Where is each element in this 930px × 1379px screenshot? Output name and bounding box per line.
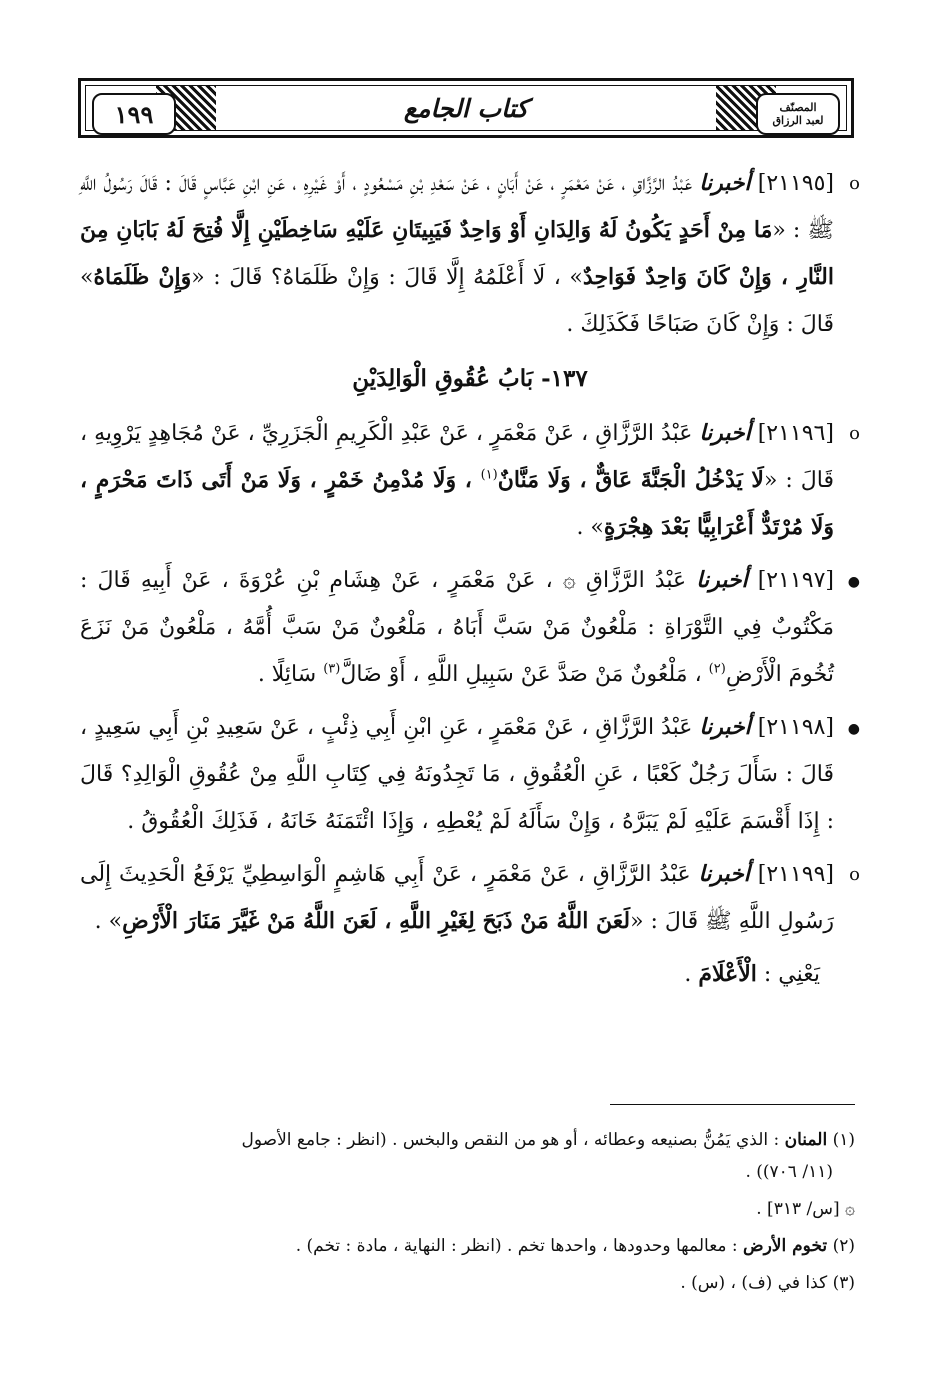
- akhbarana-word: أخبرنا: [698, 861, 750, 887]
- hadith-entry-21196: [80, 410, 860, 551]
- footnote-term: المنان: [784, 1130, 828, 1150]
- narration-end: » قَالَ : وَإِنْ كَانَ صَبَاحًا فَكَذَلِكَ .: [80, 265, 834, 337]
- page-header: [78, 78, 854, 138]
- isnad-text: عَبْدُ الرَّزَّاقِ ، عَنْ مَعْمَرٍ ، عَنْ أَبَانٍ ، عَنْ سَعْدِ بْنِ مَسْعُودٍ ، أَوْ غَيْرِهِ ، عَنِ ابْنِ عَبَّاسٍ قَالَ : قَالَ رَسُولُ اللَّهِ ﷺ : «: [80, 171, 834, 243]
- footnote-ref-3[interactable]: (٣): [323, 661, 341, 677]
- narration-end: سَائِلًا .: [257, 662, 324, 687]
- explanation-suffix: .: [684, 962, 699, 987]
- hadith-text: لَعَنَ اللَّهُ مَنْ ذَبَحَ لِغَيْرِ اللَّهِ ، لَعَنَ اللَّهُ مَنْ غَيَّرَ مَنَارَ الْأَرْضِ: [122, 908, 631, 934]
- entry-number: [٢١١٩٦]: [757, 421, 834, 446]
- entry-number: [٢١١٩٩]: [757, 862, 835, 887]
- main-text: [80, 160, 860, 998]
- explanation-prefix: يَعْنِي :: [756, 962, 820, 987]
- isnad-text: عَبْدُ الرَّزَّاقِ ، عَنْ مَعْمَرٍ ، عَنْ عَبْدِ الْكَرِيمِ الْجَزَرِيِّ ، عَنْ مُجَاهِدٍ يَرْوِيهِ ، قَالَ : «: [80, 421, 835, 493]
- entry-number: [٢١١٩٥]: [757, 171, 834, 196]
- narration-text: عَبْدُ الرَّزَّاقِ ، عَنْ مَعْمَرٍ ، عَنِ ابْنِ أَبِي ذِئْبٍ ، عَنْ سَعِيدِ بْنِ أَبِي سَعِيدٍ ، قَالَ : سَأَلَ رَجُلٌ كَعْبًا ، عَنِ الْعُقُوقِ ، مَا تَجِدُونَهُ فِي كِتَابِ اللَّهِ مِنْ عُقُوقِ الْوَالِدِ؟ قَالَ : إِذَا أَقْسَمَ عَلَيْهِ لَمْ يَبَرَّهُ ، وَإِنْ سَأَلَهُ لَمْ يُعْطِهِ ، وَإِذَا ائْتَمَنَهُ خَانَهُ ، فَذَلِكَ الْعُقُوقُ .: [80, 715, 834, 834]
- book-logo: [773, 101, 824, 127]
- page-number-box: [92, 93, 176, 135]
- footnotes: [80, 1124, 855, 1304]
- explanation-line: [80, 951, 860, 998]
- footnote-text: : الذي يَمُنُّ بصنيعه وعطائه ، أو هو من النقص والبخس . (انظر : جامع الأصول: [241, 1130, 785, 1150]
- akhbarana-word: أخبرنا: [699, 714, 751, 740]
- book-logo-line2: لعبد الرزاق: [772, 114, 824, 127]
- explanation-word: الْأَعْلَامَ: [698, 961, 757, 987]
- footnote-term: تخوم الأرض: [743, 1236, 828, 1256]
- hadith-entry-21199: [80, 851, 860, 945]
- chapter-title-wrap: [256, 88, 676, 128]
- footnote-page-ref: [80, 1193, 855, 1225]
- footnote-ref-1[interactable]: (١): [480, 467, 498, 483]
- narration-text: عَبْدُ الرَّزَّاقِ ۞ ، عَنْ مَعْمَرٍ ، عَنْ هِشَامِ بْنِ عُرْوَةَ ، عَنْ أَبِيهِ قَالَ : مَكْتُوبٌ فِي التَّوْرَاةِ : مَلْعُونٌ مَنْ سَبَّ أَبَاهُ ، مَلْعُونٌ مَنْ سَبَّ أُمَّهُ ، مَلْعُونٌ مَنْ نَزَعَ تُخُومَ الْأَرْضِ: [80, 568, 834, 687]
- hadith-entry-21197: [80, 557, 860, 698]
- chapter-heading: ١٣٧- بَابُ عُقُوقِ الْوَالِدَيْنِ: [352, 365, 588, 392]
- narration-end: » .: [94, 909, 123, 934]
- isnad-text: عَبْدُ الرَّزَّاقِ ، عَنْ مَعْمَرٍ ، عَنْ أَبِي هَاشِمٍ الْوَاسِطِيِّ يَرْفَعُ الْحَدِيثَ إِلَى رَسُولِ اللَّهِ ﷺ قَالَ : «: [80, 862, 834, 934]
- hadith-entry-21195: [80, 160, 860, 348]
- hadith-text: مَا مِنْ أَحَدٍ يَكُونُ لَهُ وَالِدَانِ أَوْ وَاحِدٌ فَيَبِيتَانِ عَلَيْهِ سَاخِطَيْنِ إِلَّا فُتِحَ لَهُ بَابَانِ مِنَ النَّارِ ، وَإِنْ كَانَ وَاحِدٌ فَوَاحِدٌ: [80, 217, 835, 290]
- footnote-text: كذا في (ف) ، (س) .: [680, 1273, 828, 1293]
- footnote-continuation: (١١/ ٧٠٦)) .: [745, 1162, 833, 1182]
- entry-marker-hollow: [849, 851, 860, 898]
- entry-number: [٢١١٩٧]: [757, 568, 834, 593]
- entry-marker-hollow: [849, 160, 860, 207]
- entry-marker-solid: [848, 704, 860, 753]
- narration-text-2: ، مَلْعُونٌ مَنْ صَدَّ عَنْ سَبِيلِ اللَّهِ ، أَوْ ضَالَّ: [340, 662, 709, 687]
- footnote-label: (٢): [832, 1236, 855, 1256]
- entry-marker-solid: [848, 557, 860, 606]
- entry-marker-hollow: [849, 410, 860, 457]
- narration-end: » .: [576, 515, 604, 540]
- footnote-2: [80, 1230, 855, 1262]
- akhbarana-word: أخبرنا: [699, 170, 751, 196]
- footnote-1: [80, 1124, 855, 1188]
- footnote-3: [80, 1267, 855, 1299]
- footnote-text: [س/ ٣١٣] .: [756, 1199, 840, 1219]
- footnote-separator: [610, 1104, 855, 1105]
- hadith-text-2: ، وَلَا مُدْمِنُ خَمْرٍ ، وَلَا مَنْ أَتَى ذَاتَ مَحْرَمٍ ، وَلَا مُرْتَدٌّ أَعْرَابِيًّا بَعْدَ هِجْرَةٍ: [80, 467, 834, 540]
- chapter-title: كتاب الجامع: [403, 93, 529, 123]
- footnote-text: : معالمها وحدودها ، واحدها تخم . (انظر : النهاية ، مادة : تخم) .: [295, 1236, 744, 1256]
- hadith-entry-21198: [80, 704, 860, 845]
- akhbarana-word: أخبرنا: [696, 567, 748, 593]
- header-inner-frame: [85, 85, 847, 131]
- akhbarana-word: أخبرنا: [699, 420, 751, 446]
- book-logo-box: [756, 93, 840, 135]
- entry-number: [٢١١٩٨]: [757, 715, 835, 740]
- narration-text: » ، لَا أَعْلَمُهُ إِلَّا قَالَ : وَإِنْ ظَلَمَاهُ؟ قَالَ : «: [191, 265, 583, 290]
- hadith-text-2: وَإِنْ ظَلَمَاهُ: [93, 264, 192, 290]
- page-number: ١٩٩: [114, 99, 154, 129]
- footnote-ref-2[interactable]: (٢): [708, 661, 726, 677]
- book-logo-line1: المصنّف: [779, 101, 817, 114]
- footnote-label: (١): [832, 1130, 855, 1150]
- footnote-label: ۞: [845, 1199, 855, 1219]
- hadith-text: لَا يَدْخُلُ الْجَنَّةَ عَاقٌّ ، وَلَا مَنَّانٌ: [497, 467, 764, 493]
- footnote-label: (٣): [832, 1273, 855, 1293]
